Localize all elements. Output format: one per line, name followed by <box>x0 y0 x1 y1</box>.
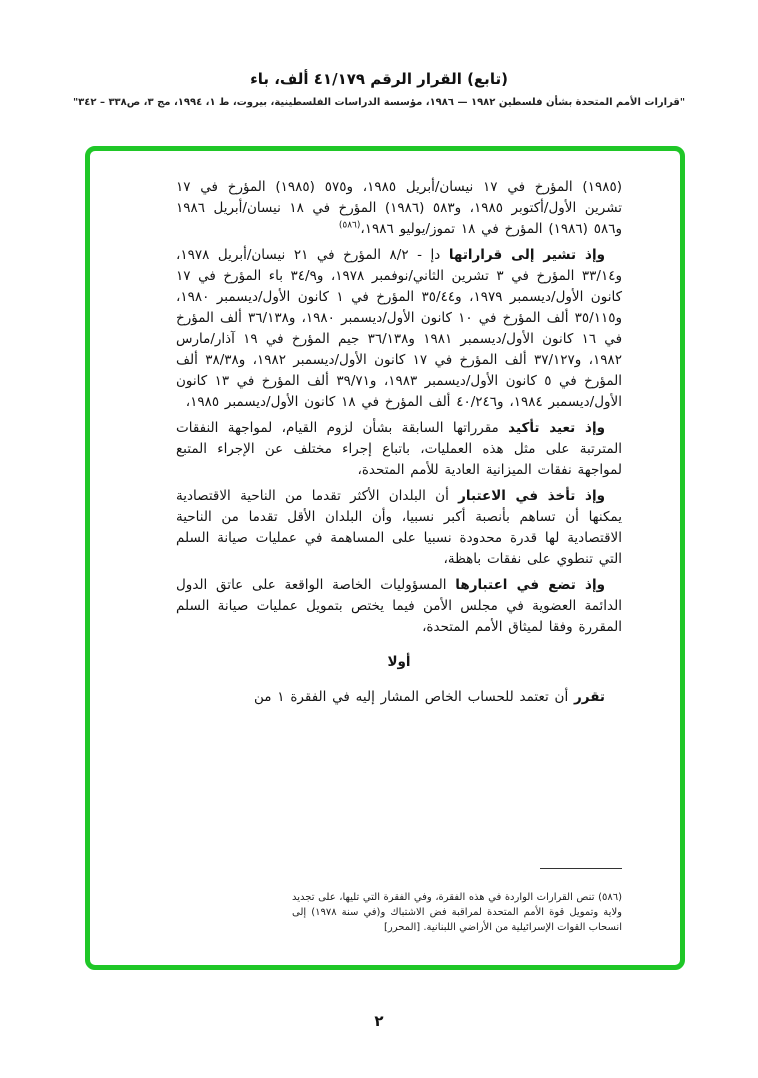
paragraph-decides <box>176 687 622 708</box>
paragraph-bearing-in-mind <box>176 575 622 638</box>
footnote-586 <box>292 890 622 935</box>
paragraph-text: أن البلدان الأكثر تقدما من الناحية الاقتصادية يمكنها أن تساهم بأنصبة أكبر نسبيا، وأن البلدان الأقل تقدما من الناحية الاقتصادية لها قدرة محدودة نسبيا على المساهمة في عمليات صيانة السلم التي تنطوي على نفقات باهظة، <box>176 488 622 567</box>
paragraph-taking-into-account <box>176 486 622 570</box>
paragraph-text: (١٩٨٥) المؤرخ في ١٧ نيسان/أبريل ١٩٨٥، و٥٧٥ (١٩٨٥) المؤرخ في ١٧ تشرين الأول/أكتوبر ١٩٨٥، و٥٨٣ (١٩٨٦) المؤرخ في ١٨ نيسان/أبريل ١٩٨٦ و٥٨٦ (١٩٨٦) المؤرخ في ١٨ تموز/يوليو ١٩٨٦، <box>176 179 623 237</box>
footnote-marker: (٥٨٦) <box>598 892 623 903</box>
paragraph-lead: تقرر <box>574 689 605 705</box>
resolution-body <box>176 177 622 713</box>
paragraph-text: مقرراتها السابقة بشأن لزوم القيام، لمواجهة النفقات المترتبة على مثل هذه العمليات، باتباع إجراء مختلف عن الإجراء المتبع لمواجهة نفقات الميزانية العادية للأمم المتحدة، <box>176 420 622 478</box>
source-citation: "قرارات الأمم المتحدة بشأن فلسطين ١٩٨٢ — ١٩٨٦، مؤسسة الدراسات الفلسطينية، بيروت، ط ١، ١٩٩٤، مج ٣، ص٣٣٨ – ٣٤٢" <box>72 97 686 108</box>
page-header <box>0 70 758 108</box>
resolution-title: (تابع) القرار الرقم ٤١/١٧٩ ألف، باء <box>250 70 508 88</box>
paragraph-text: المسؤوليات الخاصة الواقعة على عاتق الدول الدائمة العضوية في مجلس الأمن فيما يختص بتمويل عمليات صيانة السلم المقررة وفقا لميثاق الأمم المتحدة، <box>176 577 622 635</box>
footnote-ref-586: (٥٨٦) <box>338 220 361 231</box>
paragraph-lead: وإذ تعيد تأكيد <box>508 420 605 436</box>
page-number: ٢ <box>374 1012 384 1030</box>
paragraph-recalling <box>176 245 622 413</box>
paragraph-lead: وإذ تشير إلى قراراتها <box>448 247 605 263</box>
content-box <box>85 146 685 970</box>
paragraph-reaffirming <box>176 418 622 481</box>
paragraph-text: أن تعتمد للحساب الخاص المشار إليه في الفقرة ١ من <box>253 689 569 705</box>
footnote-text: تنص القرارات الواردة في هذه الفقرة، وفي الفقرة التي تليها، على تجديد ولاية وتمويل قوة الأمم المتحدة لمراقبة فض الاشتباك و(في سنة ١٩٧٨) إلى انسحاب القوات الإسرائيلية من الأراضي اللبنانية. [المحرر] <box>292 892 622 933</box>
paragraph-text: دإ - ٨/٢ المؤرخ في ٢١ نيسان/أبريل ١٩٧٨، و٣٣/١٤ المؤرخ في ٣ تشرين الثاني/نوفمبر ١٩٧٨، و٣٤/٩ باء المؤرخ في ١٧ كانون الأول/ديسمبر ١٩٧٩، و٣٥/٤٤ المؤرخ في ١ كانون الأول/ديسمبر ١٩٨٠، و٣٥/١١٥ ألف المؤرخ في ١٠ كانون الأول/ديسمبر ١٩٨٠، و٣٦/١٣٨ ألف المؤرخ في ١٦ كانون الأول/ديسمبر ١٩٨١ و٣٦/١٣٨ جيم المؤرخ في ١٩ آذار/مارس ١٩٨٢، و٣٧/١٢٧ ألف المؤرخ في ١٧ كانون الأول/ديسمبر ١٩٨٢، و٣٨/٣٨ ألف المؤرخ في ٥ كانون الأول/ديسمبر ١٩٨٣، و٣٩/٧١ ألف المؤرخ في ١٣ كانون الأول/ديسمبر ١٩٨٤، و٤٠/٢٤٦ ألف المؤرخ في ١٨ كانون الأول/ديسمبر ١٩٨٥، <box>176 247 623 410</box>
footnote-separator <box>540 868 622 869</box>
section-heading: أولا <box>387 654 411 670</box>
paragraph-lead: وإذ تأخذ في الاعتبار <box>458 488 605 504</box>
paragraph-lead: وإذ تضع في اعتبارها <box>455 577 605 593</box>
paragraph-continuation <box>176 177 622 240</box>
